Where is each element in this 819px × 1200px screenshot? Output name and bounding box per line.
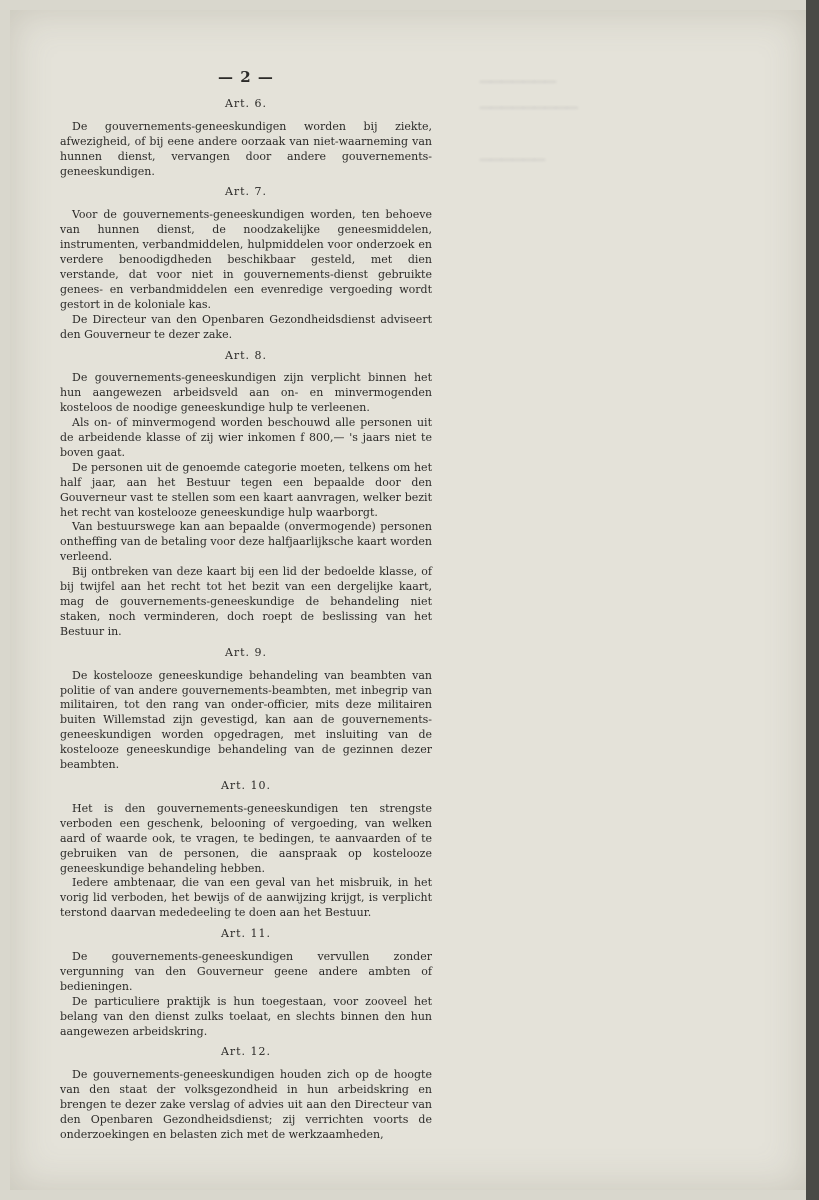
article-section bbox=[60, 779, 432, 921]
article-title: Art. 10. bbox=[220, 778, 272, 792]
article-paragraph: De personen uit de genoemde categorie moeten, telkens om het half jaar, aan het Bestuur tegen een bepaalde door den Gouverneur vast te stellen som een kaart aanvragen, welker bezit het recht van kostelooze geneeskundige hulp waarborgt. bbox=[60, 460, 432, 519]
bleed-line bbox=[480, 122, 780, 148]
page-number: — 2 — bbox=[218, 68, 274, 86]
article-paragraph: De Directeur van den Openbaren Gezondheidsdienst adviseert den Gouverneur te dezer zake. bbox=[60, 312, 432, 341]
article-title: Art. 8. bbox=[224, 348, 268, 362]
article-title: Art. 11. bbox=[220, 927, 272, 941]
article-paragraph: Het is den gouvernements-geneeskundigen ten strengste verboden een geschenk, belooning of vergoeding, van welken aard of waarde ook, te vragen, te bedingen, te aanvaarden of te gebruiken van de personen, die aanspraak op kostelooze geneeskundige behandeling hebben. bbox=[60, 801, 432, 875]
bleed-line: ────── bbox=[480, 150, 546, 171]
article-paragraph: Iedere ambtenaar, die van een geval van het misbruik, in het vorig lid verboden, het bewijs of de aanwijzing krijgt, is verplicht terstond daarvan mededeeling te doen aan het Bestuur. bbox=[60, 876, 432, 920]
article-paragraph: De kostelooze geneeskundige behandeling van beambten van politie of van andere gouvernements-beambten, met inbegrip van militairen, tot den rang van onder-officier, mits deze militairen buiten Willemstad zijn gevestigd, kan aan de gouvernements-geneeskundigen worden opgedragen, met insluiting van de kostelooze geneeskundige behandeling van de gezinnen dezer beambten. bbox=[60, 668, 432, 772]
article-paragraph: Als on- of minvermogend worden beschouwd alle personen uit de arbeidende klasse of zij wier inkomen f 800,— 's jaars niet te boven gaat. bbox=[60, 416, 432, 459]
article-section bbox=[60, 349, 432, 640]
article-section bbox=[60, 1045, 432, 1142]
article-title: Art. 6. bbox=[224, 96, 268, 110]
article-section bbox=[60, 185, 432, 342]
article-paragraph: De gouvernements-geneeskundigen worden bij ziekte, afwezigheid, of bij eene andere oorzaak van niet-waarneming van hunnen dienst, vervangen door andere gouvernements-geneeskundigen. bbox=[60, 119, 432, 178]
article-title: Art. 7. bbox=[224, 185, 268, 199]
article-paragraph: Van bestuurswege kan aan bepaalde (onvermogende) personen ontheffing van de betaling voor deze halfjaarlijksche kaart worden verleend. bbox=[60, 520, 432, 564]
text-column bbox=[60, 70, 432, 1149]
article-section bbox=[60, 97, 432, 180]
bleed-line: ───────── bbox=[480, 98, 578, 119]
article-section bbox=[60, 646, 432, 773]
article-title: Art. 12. bbox=[220, 1045, 272, 1059]
article-paragraph: Voor de gouvernements-geneeskundigen worden, ten behoeve van hunnen dienst, de noodzakelijke geneesmiddelen, instrumenten, verbandmiddelen, hulpmiddelen voor onderzoek en verdere benoodigdheden beschikbaar gesteld, met dien verstande, dat voor niet in gouvernements-dienst gebruikte genees- en verbandmiddelen een evenredige vergoeding wordt gestort in de koloniale kas. bbox=[60, 208, 432, 311]
articles-container bbox=[60, 97, 432, 1143]
article-paragraph: De particuliere praktijk is hun toegestaan, voor zooveel het belang van den dienst zulks toelaat, en slechts binnen den hun aangewezen arbeidskring. bbox=[60, 994, 432, 1038]
article-paragraph: Bij ontbreken van deze kaart bij een lid der bedoelde klasse, of bij twijfel aan het recht tot het bezit van een dergelijke kaart, mag de gouvernements-geneeskundige de behandeling niet staken, noch verminderen, doch roept de beslissing van het Bestuur in. bbox=[60, 565, 432, 638]
article-paragraph: De gouvernements-geneeskundigen zijn verplicht binnen het hun aangewezen arbeidsveld aan on- en minvermogenden kosteloos de noodige geneeskundige hulp te verleenen. bbox=[60, 371, 432, 415]
article-section bbox=[60, 927, 432, 1039]
scanner-edge bbox=[806, 0, 819, 1200]
article-title: Art. 9. bbox=[224, 645, 268, 659]
article-paragraph: De gouvernements-geneeskundigen houden zich op de hoogte van den staat der volksgezondheid in hun arbeidskring en brengen te dezer zake verslag of advies uit aan den Directeur van den Openbaren Gezondheidsdienst; zij verrichten voorts de onderzoekingen en belasten zich met de werkzaamheden, bbox=[60, 1068, 432, 1141]
bleed-through-ghost bbox=[480, 70, 780, 230]
article-paragraph: De gouvernements-geneeskundigen vervullen zonder vergunning van den Gouverneur geene andere ambten of bedieningen. bbox=[60, 950, 432, 993]
bleed-line: ─────── bbox=[480, 72, 556, 93]
